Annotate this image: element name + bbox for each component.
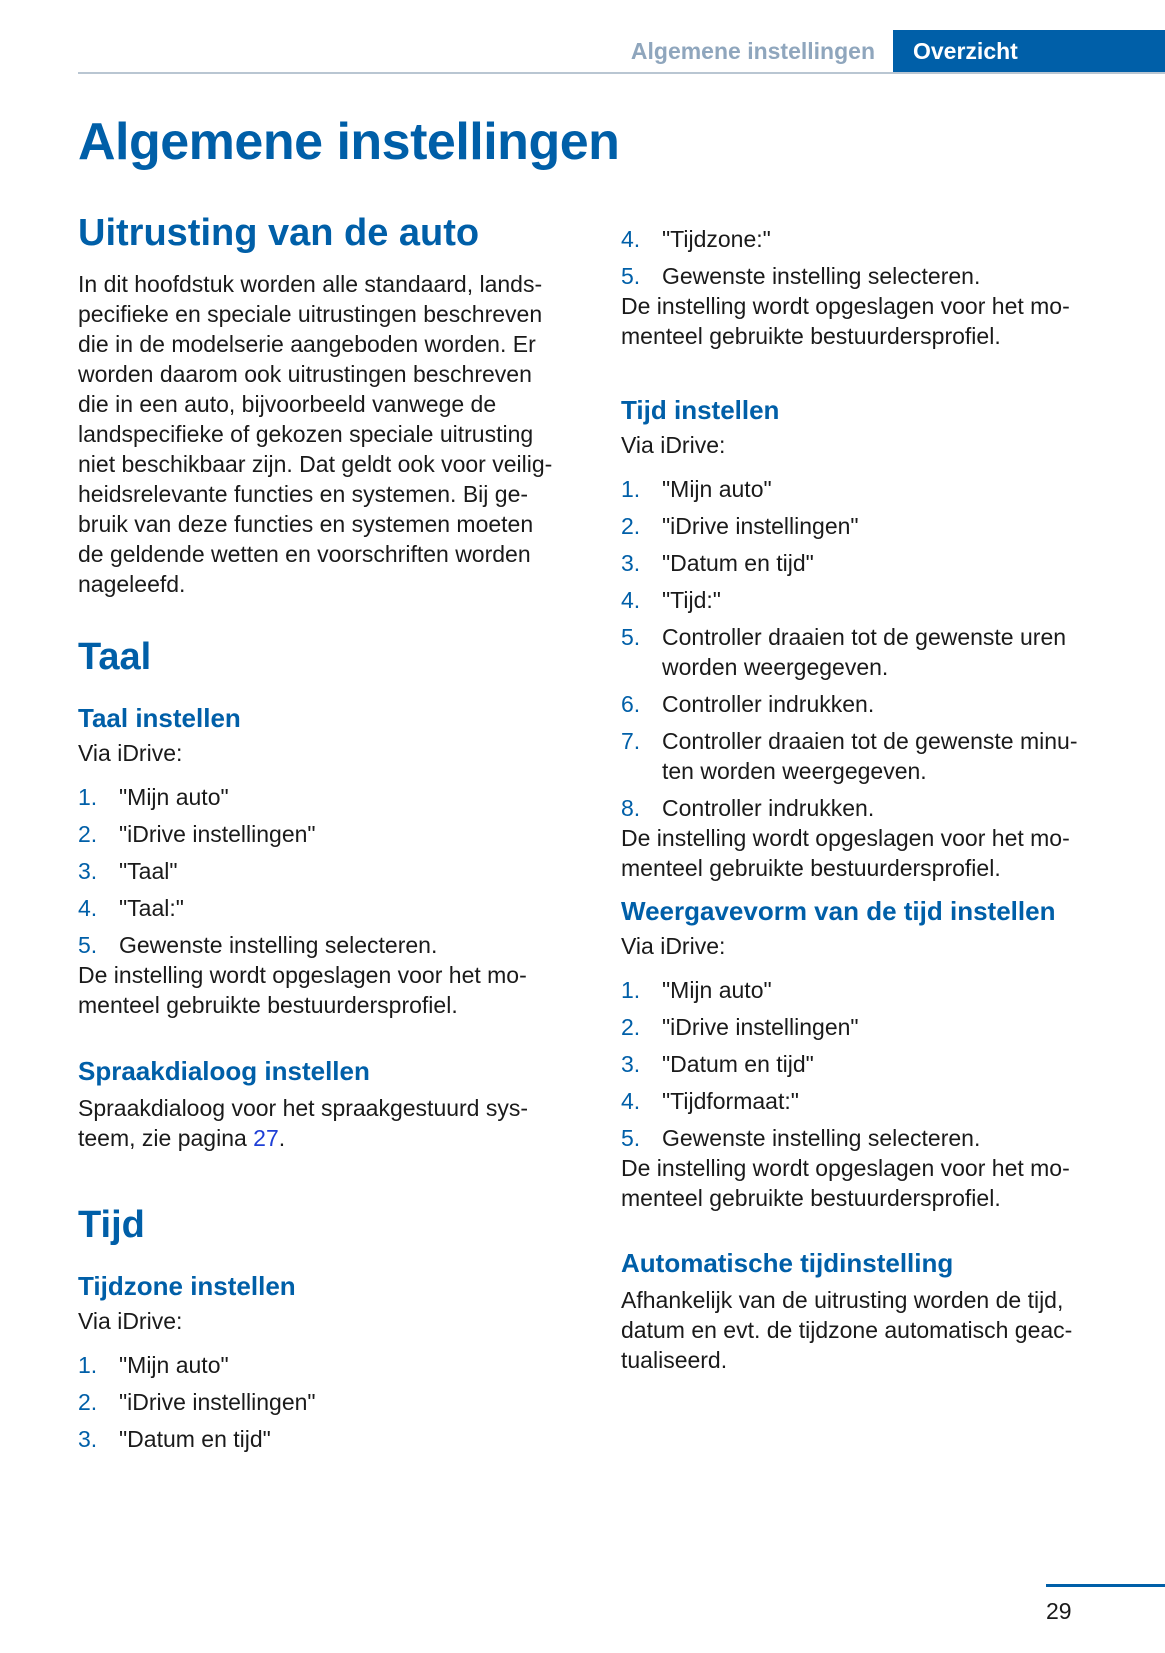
step-number: 1. (78, 1352, 98, 1378)
text-line: menteel gebruikte bestuurdersprofiel. (621, 855, 1001, 881)
list-item (78, 856, 578, 886)
step-text: "Tijdformaat:" (662, 1088, 799, 1114)
step-number: 6. (621, 691, 641, 717)
subsection-spraakdialoog (78, 1056, 578, 1153)
text-fragment: . (278, 1125, 286, 1151)
step-text: Gewenste instelling selecteren. (662, 1125, 981, 1151)
text-line: pecifieke en speciale uitrustingen beschreven (78, 301, 543, 327)
subsection-heading: Tijd instellen (621, 395, 780, 425)
step-number: 5. (621, 624, 641, 650)
list-item (621, 1123, 1141, 1153)
section-heading: Tijd (78, 1204, 145, 1246)
section-paragraph (78, 1093, 578, 1153)
step-text: Gewenste instelling selecteren. (119, 932, 438, 958)
list-item (621, 511, 1121, 541)
step-text: "Mijn auto" (662, 977, 772, 1003)
step-text: Controller indrukken. (662, 691, 875, 717)
step-text: Gewenste instelling selecteren. (662, 263, 981, 289)
steps-list (78, 782, 578, 960)
step-text: "iDrive instellingen" (662, 513, 859, 539)
text-line: Afhankelijk van de uitrusting worden de tijd, (621, 1287, 1064, 1313)
header-section-title: Algemene instellingen (630, 38, 875, 64)
step-text: "Mijn auto" (662, 476, 772, 502)
text-line: niet beschikbaar zijn. Dat geldt ook voor veilig- (78, 451, 553, 477)
list-item (621, 474, 1121, 504)
step-number: 5. (621, 263, 641, 289)
page-number-rule (1046, 1584, 1165, 1587)
text-line: worden daarom ook uitrustingen beschreven (78, 361, 532, 387)
text-line: menteel gebruikte bestuurdersprofiel. (621, 1185, 1001, 1211)
page-link[interactable]: 27 (253, 1125, 279, 1151)
list-item (621, 548, 1121, 578)
list-item (621, 689, 1121, 719)
step-number: 4. (78, 895, 98, 921)
via-idrive-text: Via iDrive: (78, 740, 183, 766)
subsection-tijd-instellen (621, 395, 1121, 883)
text-line: De instelling wordt opgeslagen voor het mo- (78, 962, 527, 988)
subsection-heading: Spraakdialoog instellen (78, 1056, 370, 1086)
via-idrive-text: Via iDrive: (621, 933, 726, 959)
subsection-automatische-tijdinstelling (621, 1248, 1121, 1375)
page-title: Algemene instellingen (78, 113, 620, 171)
step-text: "Mijn auto" (119, 784, 229, 810)
tijdzone-continued (621, 224, 1121, 351)
text-line: bruik van deze functies en systemen moeten (78, 511, 534, 537)
list-item (621, 224, 1121, 254)
list-item (621, 1012, 1141, 1042)
step-text: "Datum en tijd" (662, 550, 814, 576)
note-paragraph (621, 1153, 1141, 1213)
subsection-tijdzone (78, 1271, 578, 1461)
step-text: "iDrive instellingen" (119, 821, 316, 847)
text-line: die in de modelserie aangeboden worden. Er (78, 331, 536, 357)
subsection-heading: Automatische tijdinstelling (621, 1248, 954, 1278)
via-idrive-text: Via iDrive: (78, 1308, 183, 1334)
list-item (78, 1350, 578, 1380)
header-tab-overzicht: Overzicht (893, 30, 1165, 74)
text-line (78, 1123, 578, 1153)
text-line: menteel gebruikte bestuurdersprofiel. (621, 323, 1001, 349)
subsection-heading: Weergavevorm van de tijd instellen (621, 896, 1056, 926)
step-text: "Tijdzone:" (662, 226, 771, 252)
step-text: "Taal" (119, 858, 178, 884)
step-text: "Taal:" (119, 895, 184, 921)
section-taal (78, 636, 578, 679)
step-number: 3. (621, 1051, 641, 1077)
subsection-taal-instellen (78, 703, 578, 1020)
step-number: 1. (621, 977, 641, 1003)
step-number: 8. (621, 795, 641, 821)
list-item (621, 622, 1121, 682)
text-line: heidsrelevante functies en systemen. Bij ge- (78, 481, 529, 507)
list-item (621, 1086, 1141, 1116)
text-line: Spraakdialoog voor het spraakgestuurd sys- (78, 1095, 529, 1121)
step-number: 1. (78, 784, 98, 810)
step-text: Controller draaien tot de gewenste uren (662, 624, 1067, 650)
section-paragraph (621, 1285, 1121, 1375)
subsection-heading: Taal instellen (78, 703, 241, 733)
subsection-weergavevorm (621, 896, 1141, 1213)
step-number: 4. (621, 226, 641, 252)
step-text: ten worden weergegeven. (662, 758, 927, 784)
note-paragraph (621, 291, 1121, 351)
step-number: 5. (78, 932, 98, 958)
text-line: menteel gebruikte bestuurdersprofiel. (78, 992, 458, 1018)
step-number: 3. (621, 550, 641, 576)
step-number: 3. (78, 1426, 98, 1452)
subsection-heading: Tijdzone instellen (78, 1271, 296, 1301)
list-item (78, 1387, 578, 1417)
step-text: Controller indrukken. (662, 795, 875, 821)
step-text: "Mijn auto" (119, 1352, 229, 1378)
step-number: 1. (621, 476, 641, 502)
section-paragraph (78, 269, 578, 599)
page-number: 29 (1046, 1598, 1072, 1624)
list-item (621, 261, 1121, 291)
step-number: 4. (621, 587, 641, 613)
text-line: landspecifieke of gekozen speciale uitrusting (78, 421, 534, 447)
steps-list (78, 1350, 578, 1454)
list-item (78, 782, 578, 812)
step-number: 2. (621, 513, 641, 539)
section-heading: Taal (78, 636, 152, 678)
steps-list (621, 224, 1121, 291)
text-line: die in een auto, bijvoorbeeld vanwege de (78, 391, 497, 417)
step-number: 2. (78, 1389, 98, 1415)
steps-list (621, 474, 1121, 823)
step-number: 7. (621, 728, 641, 754)
list-item (78, 1424, 578, 1454)
via-idrive-text: Via iDrive: (621, 432, 726, 458)
section-tijd (78, 1204, 578, 1247)
text-line: datum en evt. de tijdzone automatisch geac- (621, 1317, 1073, 1343)
text-line: De instelling wordt opgeslagen voor het mo- (621, 1155, 1070, 1181)
list-item (78, 819, 578, 849)
header-divider (78, 72, 1165, 74)
list-item (621, 1049, 1141, 1079)
text-line: de geldende wetten en voorschriften worden (78, 541, 531, 567)
step-text: "Datum en tijd" (662, 1051, 814, 1077)
step-text: worden weergegeven. (662, 654, 889, 680)
step-text: Controller draaien tot de gewenste minu- (662, 728, 1078, 754)
list-item (78, 893, 578, 923)
step-number: 2. (78, 821, 98, 847)
text-line: In dit hoofdstuk worden alle standaard, lands- (78, 271, 543, 297)
step-number: 4. (621, 1088, 641, 1114)
section-equipment (78, 212, 578, 599)
text-line: De instelling wordt opgeslagen voor het mo- (621, 825, 1070, 851)
list-item (621, 726, 1121, 786)
text-line: nageleefd. (78, 571, 186, 597)
note-paragraph (621, 823, 1121, 883)
text-line: De instelling wordt opgeslagen voor het mo- (621, 293, 1070, 319)
step-text: "Tijd:" (662, 587, 721, 613)
text-line: tualiseerd. (621, 1347, 728, 1373)
step-text: "Datum en tijd" (119, 1426, 271, 1452)
note-paragraph (78, 960, 578, 1020)
step-number: 2. (621, 1014, 641, 1040)
text-fragment: teem, zie pagina (78, 1125, 254, 1151)
list-item (621, 793, 1121, 823)
list-item (621, 975, 1141, 1005)
step-number: 5. (621, 1125, 641, 1151)
step-text: "iDrive instellingen" (119, 1389, 316, 1415)
step-number: 3. (78, 858, 98, 884)
section-heading: Uitrusting van de auto (78, 212, 480, 254)
step-text: "iDrive instellingen" (662, 1014, 859, 1040)
steps-list (621, 975, 1141, 1153)
list-item (621, 585, 1121, 615)
list-item (78, 930, 578, 960)
